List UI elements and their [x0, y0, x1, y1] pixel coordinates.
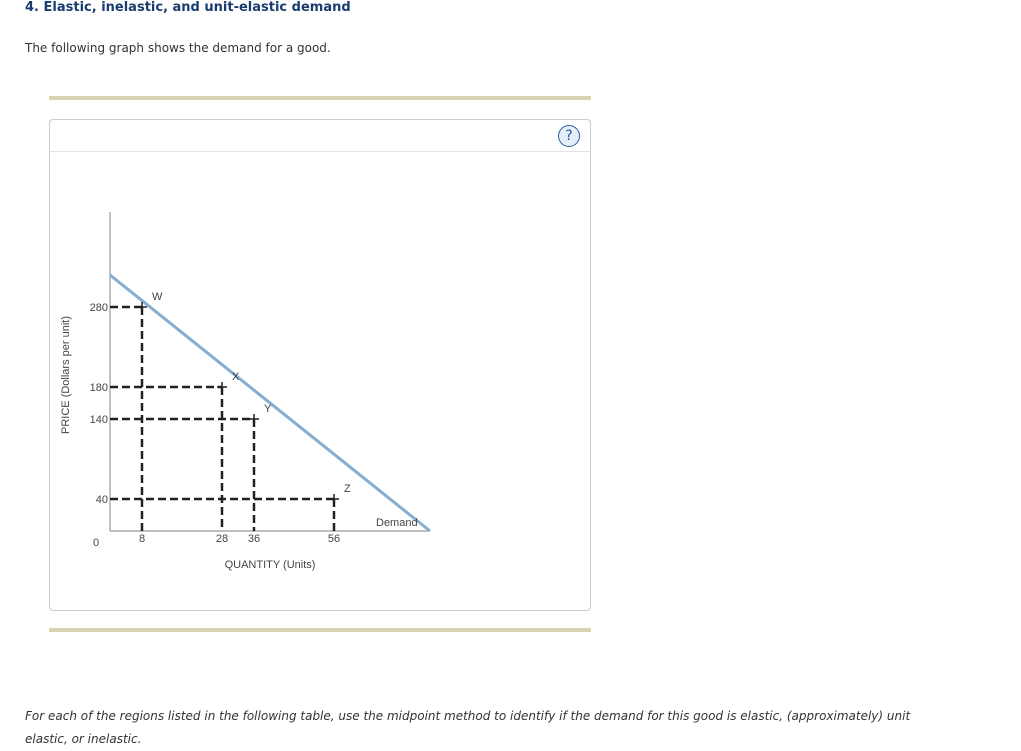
- y-axis-title: PRICE (Dollars per unit): [60, 316, 72, 434]
- y-tick-label-180: 180: [89, 382, 108, 394]
- x-tick-label-8: 8: [138, 533, 146, 545]
- y-tick-label-140: 140: [89, 414, 108, 426]
- point-label-w: W: [152, 291, 163, 303]
- series-label-demand: Demand: [376, 517, 418, 529]
- point-label-z: Z: [344, 483, 351, 495]
- y-tick-label-40: 40: [95, 494, 108, 506]
- point-label-x: X: [232, 371, 240, 383]
- y-tick-label-280: 280: [89, 302, 108, 314]
- point-label-y: Y: [264, 403, 272, 415]
- question-intro: The following graph shows the demand for a good.: [25, 41, 331, 55]
- x-tick-label-56: 56: [327, 533, 341, 545]
- help-button[interactable]: ?: [558, 125, 580, 147]
- bottom-divider: [49, 628, 591, 632]
- x-tick-label-28: 28: [215, 533, 229, 545]
- point-markers: [137, 302, 339, 504]
- origin-label: 0: [92, 537, 100, 549]
- question-title: 4. Elastic, inelastic, and unit-elastic demand: [25, 0, 351, 15]
- x-axis-title: QUANTITY (Units): [224, 559, 316, 571]
- instructions-text: For each of the regions listed in the following table, use the midpoint method to identify if the demand for this good is elastic, (approximately) unit elastic, or inelastic.: [25, 709, 911, 746]
- x-tick-label-36: 36: [247, 533, 261, 545]
- guide-lines: [110, 307, 334, 531]
